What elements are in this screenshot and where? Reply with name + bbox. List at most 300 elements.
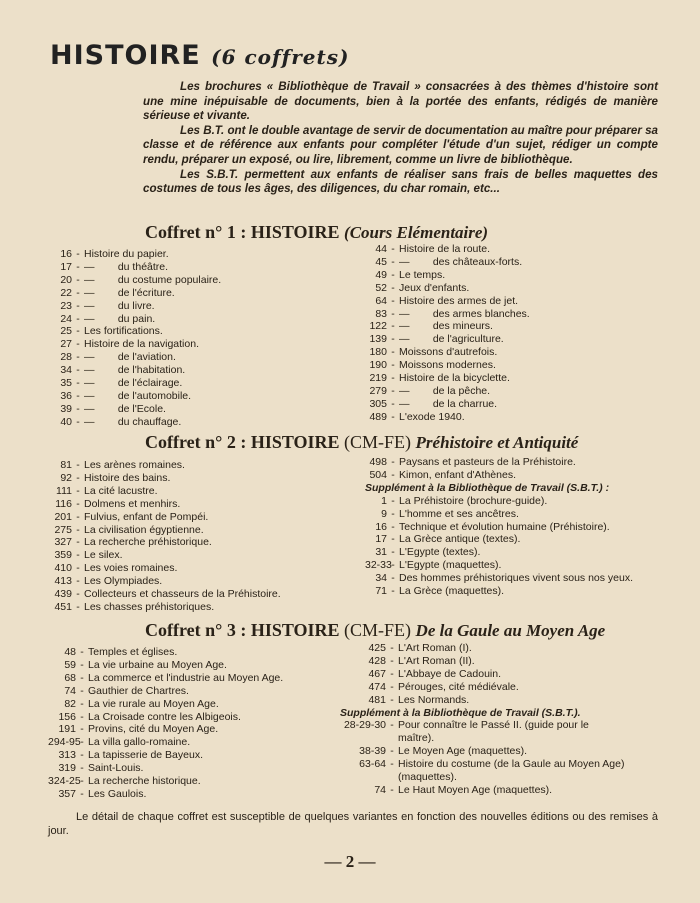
list-item — [365, 333, 665, 346]
item-dash: - — [76, 588, 80, 601]
list-item — [365, 398, 665, 411]
item-dash: - — [76, 377, 80, 390]
coffret-1-subtitle: (Cours Elémentaire) — [344, 223, 489, 242]
item-number: 481 — [368, 693, 386, 706]
list-item — [365, 521, 665, 534]
list-item — [48, 313, 348, 326]
list-item — [365, 572, 665, 585]
list-item — [48, 723, 358, 736]
item-number: 28 — [60, 351, 72, 364]
item-dash: - — [80, 684, 84, 697]
item-number — [340, 771, 386, 784]
item-dash: - — [391, 520, 395, 533]
item-number: 32-33 — [365, 559, 392, 572]
list-item — [48, 485, 358, 498]
item-dash: - — [76, 523, 80, 536]
item-dash: - — [390, 758, 394, 771]
item-title: La Grèce (maquettes). — [399, 585, 505, 598]
item-number: 22 — [60, 286, 72, 299]
item-dash: - — [390, 693, 394, 706]
list-item — [340, 771, 665, 784]
intro-paragraph: Les S.B.T. permettent aux enfants de réaliser sans frais de belles maquettes des costumes de tous les âges, des diligences, du char romain, etc... — [143, 167, 658, 196]
item-number: 20 — [60, 273, 72, 286]
item-title: — du chauffage. — [84, 415, 182, 428]
item-number: 68 — [64, 671, 76, 684]
item-number: 9 — [381, 507, 387, 520]
item-title: La vie urbaine au Moyen Age. — [88, 658, 227, 671]
item-title: La Grèce antique (textes). — [399, 533, 521, 546]
coffret-1-list-right — [365, 243, 665, 424]
coffret-2-list-right — [365, 456, 665, 598]
list-item — [48, 498, 358, 511]
coffret-2-right-top — [365, 456, 665, 482]
item-number — [340, 732, 386, 745]
title-main: HISTOIRE — [50, 40, 201, 71]
item-number: 191 — [58, 723, 76, 736]
item-title: Les fortifications. — [84, 325, 163, 338]
item-title: Technique et évolution humaine (Préhistoire). — [399, 520, 610, 533]
item-dash: - — [391, 585, 395, 598]
list-item — [48, 287, 348, 300]
item-dash: - — [391, 346, 395, 359]
item-dash: - — [76, 389, 80, 402]
coffret-2-list-left — [48, 459, 358, 614]
item-number: 498 — [369, 456, 387, 468]
list-item — [48, 300, 348, 313]
item-title: L'Egypte (maquettes). — [399, 559, 502, 572]
list-item — [365, 243, 665, 256]
item-title: La civilisation égyptienne. — [84, 523, 204, 536]
list-item — [340, 642, 665, 655]
item-number: 40 — [60, 415, 72, 428]
item-title: — du théâtre. — [84, 260, 169, 273]
item-dash: - — [76, 351, 80, 364]
item-number: 63-64 — [359, 758, 386, 771]
coffret-3-heading — [145, 620, 605, 641]
item-number: 279 — [369, 384, 387, 397]
item-number: 122 — [369, 320, 387, 333]
item-dash: - — [76, 338, 80, 351]
list-item — [48, 749, 358, 762]
item-title: — de l'agriculture. — [399, 333, 504, 346]
item-title: La tapisserie de Bayeux. — [88, 749, 203, 762]
item-number: 52 — [375, 281, 387, 294]
item-number: 35 — [60, 377, 72, 390]
coffret-3-right-bottom — [340, 719, 665, 796]
list-item — [48, 659, 358, 672]
item-title: La Préhistoire (brochure-guide). — [399, 494, 548, 507]
item-dash: - — [76, 510, 80, 523]
item-number: 81 — [60, 459, 72, 471]
item-dash: - — [80, 646, 84, 658]
item-number: 92 — [60, 471, 72, 484]
item-dash: - — [391, 294, 395, 307]
item-dash — [386, 732, 398, 745]
item-title: Histoire du costume (de la Gaule au Moyen Age) — [398, 758, 625, 771]
list-item — [48, 472, 358, 485]
item-dash: - — [391, 268, 395, 281]
item-title: Collecteurs et chasseurs de la Préhistoire. — [84, 588, 281, 601]
item-dash: - — [76, 562, 80, 575]
item-title: Jeux d'enfants. — [399, 281, 470, 294]
item-number: 71 — [375, 585, 387, 598]
item-dash: - — [76, 248, 80, 260]
item-title: Moissons modernes. — [399, 359, 496, 372]
item-title: Histoire des armes de jet. — [399, 294, 519, 307]
item-number: 156 — [58, 710, 76, 723]
item-dash: - — [391, 384, 395, 397]
item-dash: - — [391, 372, 395, 385]
item-title: Pérouges, cité médiévale. — [398, 680, 519, 693]
item-title: Moissons d'autrefois. — [399, 346, 498, 359]
item-number: 357 — [58, 787, 76, 800]
item-title: — de l'Ecole. — [84, 402, 166, 415]
list-item — [48, 403, 348, 416]
list-item — [48, 575, 358, 588]
item-number: 1 — [381, 494, 387, 507]
item-dash: - — [76, 471, 80, 484]
list-item — [365, 546, 665, 559]
item-title: L'Art Roman (II). — [398, 654, 475, 667]
item-title: Kimon, enfant d'Athènes. — [399, 468, 516, 481]
item-number: 116 — [55, 497, 72, 510]
list-item — [340, 694, 665, 707]
item-title: — des armes blanches. — [399, 307, 530, 320]
coffret-3-title: Coffret n° 3 : HISTOIRE — [145, 620, 340, 640]
item-number: 31 — [375, 546, 387, 559]
list-item — [365, 385, 665, 398]
item-title: L'exode 1940. — [399, 410, 465, 423]
item-title: — des châteaux-forts. — [399, 255, 523, 268]
item-number: 111 — [56, 484, 72, 497]
item-number: 324-25 — [48, 775, 81, 788]
list-item — [365, 495, 665, 508]
item-title: — de la pêche. — [399, 384, 491, 397]
item-number: 38-39 — [359, 745, 386, 758]
list-item — [365, 320, 665, 333]
intro-text — [143, 80, 658, 197]
item-title: — de la charrue. — [399, 397, 498, 410]
list-item — [48, 377, 348, 390]
item-number: 74 — [64, 684, 76, 697]
item-number: 82 — [64, 697, 76, 710]
item-number: 327 — [54, 536, 72, 549]
list-item — [48, 416, 348, 429]
item-number: 48 — [64, 646, 76, 658]
item-number: 190 — [369, 359, 387, 372]
item-dash: - — [391, 456, 395, 468]
list-item — [365, 372, 665, 385]
item-dash: - — [80, 697, 84, 710]
list-item — [48, 788, 358, 801]
item-number: 36 — [60, 389, 72, 402]
list-item — [340, 745, 665, 758]
item-number: 25 — [60, 325, 72, 338]
item-number: 489 — [369, 410, 387, 423]
item-dash: - — [391, 255, 395, 268]
item-number: 49 — [375, 268, 387, 281]
coffret-2-title: Coffret n° 2 : HISTOIRE — [145, 432, 340, 452]
list-item — [365, 456, 665, 469]
item-dash: - — [80, 775, 84, 788]
list-item — [48, 459, 358, 472]
list-item — [365, 282, 665, 295]
item-dash: - — [390, 642, 394, 654]
item-number: 39 — [60, 402, 72, 415]
item-title: — de l'automobile. — [84, 389, 192, 402]
item-title: La recherche préhistorique. — [84, 536, 212, 549]
item-number: 34 — [375, 572, 387, 585]
intro-paragraph: Les B.T. ont le double avantage de servir de documentation au maître pour préparer sa classe et de référence aux enfants pour compléter l'étude d'un sujet, rédiger un compte rendu, préparer un exposé, ou lire, librement, comme un livre de bibliothèque. — [143, 123, 658, 166]
item-number: 413 — [54, 575, 72, 588]
item-number: 428 — [368, 654, 386, 667]
item-dash: - — [80, 787, 84, 800]
item-title: La commerce et l'industrie au Moyen Age. — [88, 671, 284, 684]
list-item — [48, 646, 358, 659]
item-title: maître). — [398, 732, 435, 745]
item-title: — des mineurs. — [399, 320, 493, 333]
list-item — [48, 536, 358, 549]
coffret-2-right-bottom — [365, 495, 665, 598]
item-number: 16 — [375, 520, 387, 533]
list-item — [340, 732, 665, 745]
item-number: 28-29-30 — [343, 719, 386, 732]
list-item — [365, 411, 665, 424]
item-title: — de l'habitation. — [84, 364, 186, 377]
item-dash: - — [80, 749, 84, 762]
list-item — [365, 469, 665, 482]
item-dash: - — [390, 680, 394, 693]
list-item — [48, 601, 358, 614]
list-item — [48, 762, 358, 775]
item-title: Histoire de la route. — [399, 243, 491, 255]
list-item — [48, 672, 358, 685]
list-item — [48, 248, 348, 261]
item-title: Des hommes préhistoriques vivent sous nos yeux. — [399, 572, 634, 585]
item-number: 83 — [375, 307, 387, 320]
item-number: 24 — [60, 312, 72, 325]
item-title: — de l'écriture. — [84, 286, 175, 299]
list-item — [48, 549, 358, 562]
item-dash: - — [76, 459, 80, 471]
item-dash: - — [391, 359, 395, 372]
item-title: La recherche historique. — [88, 775, 201, 788]
list-item — [365, 269, 665, 282]
list-item — [340, 758, 665, 771]
item-dash: - — [76, 415, 80, 428]
item-title: Paysans et pasteurs de la Préhistoire. — [399, 456, 576, 468]
coffret-3-supplement: Supplément à la Bibliothèque de Travail (S.B.T.). — [340, 706, 581, 719]
item-title: — du livre. — [84, 299, 155, 312]
list-item — [48, 261, 348, 274]
item-number: 294-95 — [48, 736, 81, 749]
item-dash: - — [391, 397, 395, 410]
item-number: 180 — [369, 346, 387, 359]
coffret-3-level: (CM-FE) — [344, 620, 412, 640]
item-number: 467 — [368, 667, 386, 680]
item-dash: - — [76, 549, 80, 562]
item-dash: - — [391, 559, 395, 572]
item-title: La cité lacustre. — [84, 484, 158, 497]
list-item — [340, 668, 665, 681]
item-dash: - — [80, 710, 84, 723]
list-item — [48, 562, 358, 575]
item-title: — de l'éclairage. — [84, 377, 183, 390]
item-title: Les Gaulois. — [88, 787, 147, 800]
item-dash: - — [391, 546, 395, 559]
item-number: 359 — [54, 549, 72, 562]
item-title: Saint-Louis. — [88, 762, 144, 775]
coffret-2-heading — [145, 432, 578, 453]
coffret-1-heading — [145, 222, 488, 243]
list-item — [48, 711, 358, 724]
item-dash: - — [391, 494, 395, 507]
item-number: 305 — [369, 397, 387, 410]
item-number: 23 — [60, 299, 72, 312]
item-dash: - — [391, 410, 395, 423]
item-dash: - — [80, 723, 84, 736]
list-item — [365, 585, 665, 598]
item-dash: - — [391, 333, 395, 346]
item-dash: - — [390, 719, 394, 732]
item-dash: - — [76, 402, 80, 415]
item-number: 474 — [368, 680, 386, 693]
item-title: Histoire du papier. — [84, 248, 169, 260]
list-item — [48, 588, 358, 601]
item-title: Pour connaître le Passé II. (guide pour le — [398, 719, 589, 732]
list-item — [48, 274, 348, 287]
item-dash: - — [391, 243, 395, 255]
item-number: 16 — [60, 248, 72, 260]
item-title: Les voies romaines. — [84, 562, 178, 575]
item-title: Fulvius, enfant de Pompéi. — [84, 510, 209, 523]
list-item — [365, 533, 665, 546]
page-title — [50, 40, 349, 71]
list-item — [48, 524, 358, 537]
list-item — [340, 784, 665, 797]
item-title: Temples et églises. — [88, 646, 178, 658]
item-title: Gauthier de Chartres. — [88, 684, 189, 697]
item-title: Les arènes romaines. — [84, 459, 185, 471]
list-item — [48, 364, 348, 377]
item-title: Dolmens et menhirs. — [84, 497, 181, 510]
list-item — [48, 511, 358, 524]
item-dash: - — [76, 325, 80, 338]
list-item — [48, 685, 358, 698]
item-title: Les Olympiades. — [84, 575, 163, 588]
item-dash: - — [80, 762, 84, 775]
item-dash: - — [391, 533, 395, 546]
title-sub: (6 coffrets) — [211, 45, 350, 69]
item-title: Les Normands. — [398, 693, 470, 706]
list-item — [365, 359, 665, 372]
list-item — [340, 719, 665, 732]
item-title: La Croisade contre les Albigeois. — [88, 710, 241, 723]
coffret-2-level: (CM-FE) — [344, 432, 412, 452]
item-number: 27 — [60, 338, 72, 351]
item-dash: - — [80, 671, 84, 684]
list-item — [48, 390, 348, 403]
item-title: L'Egypte (textes). — [399, 546, 481, 559]
item-number: 59 — [64, 658, 76, 671]
list-item — [365, 308, 665, 321]
item-title: Les chasses préhistoriques. — [84, 600, 215, 613]
item-title: L'homme et ses ancêtres. — [399, 507, 519, 520]
item-dash: - — [76, 299, 80, 312]
item-dash: - — [391, 320, 395, 333]
list-item — [340, 681, 665, 694]
item-number: 74 — [374, 783, 386, 796]
item-title: La villa gallo-romaine. — [88, 736, 191, 749]
list-item — [48, 775, 358, 788]
list-item — [340, 655, 665, 668]
item-number: 201 — [54, 510, 72, 523]
item-dash: - — [76, 260, 80, 273]
item-title: Histoire des bains. — [84, 471, 171, 484]
footer-text: Le détail de chaque coffret est susceptible de quelques variantes en fonction des nouvelles éditions ou des remises à jour. — [48, 811, 658, 837]
item-dash: - — [390, 667, 394, 680]
item-dash: - — [80, 736, 84, 749]
item-dash: - — [76, 484, 80, 497]
item-title: La vie rurale au Moyen Age. — [88, 697, 219, 710]
item-dash: - — [76, 536, 80, 549]
item-dash: - — [391, 507, 395, 520]
list-item — [365, 295, 665, 308]
item-title: Histoire de la bicyclette. — [399, 372, 510, 385]
item-number: 219 — [369, 372, 387, 385]
list-item — [48, 736, 358, 749]
item-number: 44 — [375, 243, 387, 255]
list-item — [365, 346, 665, 359]
item-dash: - — [76, 273, 80, 286]
coffret-3-list-left — [48, 646, 358, 801]
list-item — [365, 256, 665, 269]
item-number: 319 — [58, 762, 76, 775]
item-dash: - — [391, 281, 395, 294]
list-item — [48, 351, 348, 364]
item-dash: - — [76, 312, 80, 325]
item-title: Histoire de la navigation. — [84, 338, 199, 351]
item-title: Le Moyen Age (maquettes). — [398, 745, 527, 758]
item-title: Le temps. — [399, 268, 446, 281]
item-dash: - — [76, 575, 80, 588]
item-title: Le Haut Moyen Age (maquettes). — [398, 783, 553, 796]
item-number: 313 — [58, 749, 76, 762]
item-number: 425 — [368, 642, 386, 654]
item-title: Provins, cité du Moyen Age. — [88, 723, 219, 736]
coffret-2-subtitle: Préhistoire et Antiquité — [415, 433, 579, 452]
coffret-3-list-right — [340, 642, 665, 797]
item-title: L'Abbaye de Cadouin. — [398, 667, 502, 680]
item-title: L'Art Roman (I). — [398, 642, 472, 654]
coffret-1-title: Coffret n° 1 : HISTOIRE — [145, 222, 340, 242]
list-item — [365, 508, 665, 521]
item-title: — de l'aviation. — [84, 351, 176, 364]
item-dash: - — [390, 654, 394, 667]
item-number: 17 — [375, 533, 387, 546]
coffret-1-list-left — [48, 248, 348, 429]
coffret-2-supplement: Supplément à la Bibliothèque de Travail (S.B.T.) : — [365, 481, 610, 494]
item-number: 504 — [369, 468, 387, 481]
item-number: 139 — [369, 333, 387, 346]
item-dash: - — [391, 468, 395, 481]
item-dash: - — [76, 600, 80, 613]
list-item — [48, 325, 348, 338]
item-dash: - — [391, 307, 395, 320]
item-dash — [386, 771, 398, 784]
item-title: Le silex. — [84, 549, 123, 562]
item-dash: - — [390, 783, 394, 796]
